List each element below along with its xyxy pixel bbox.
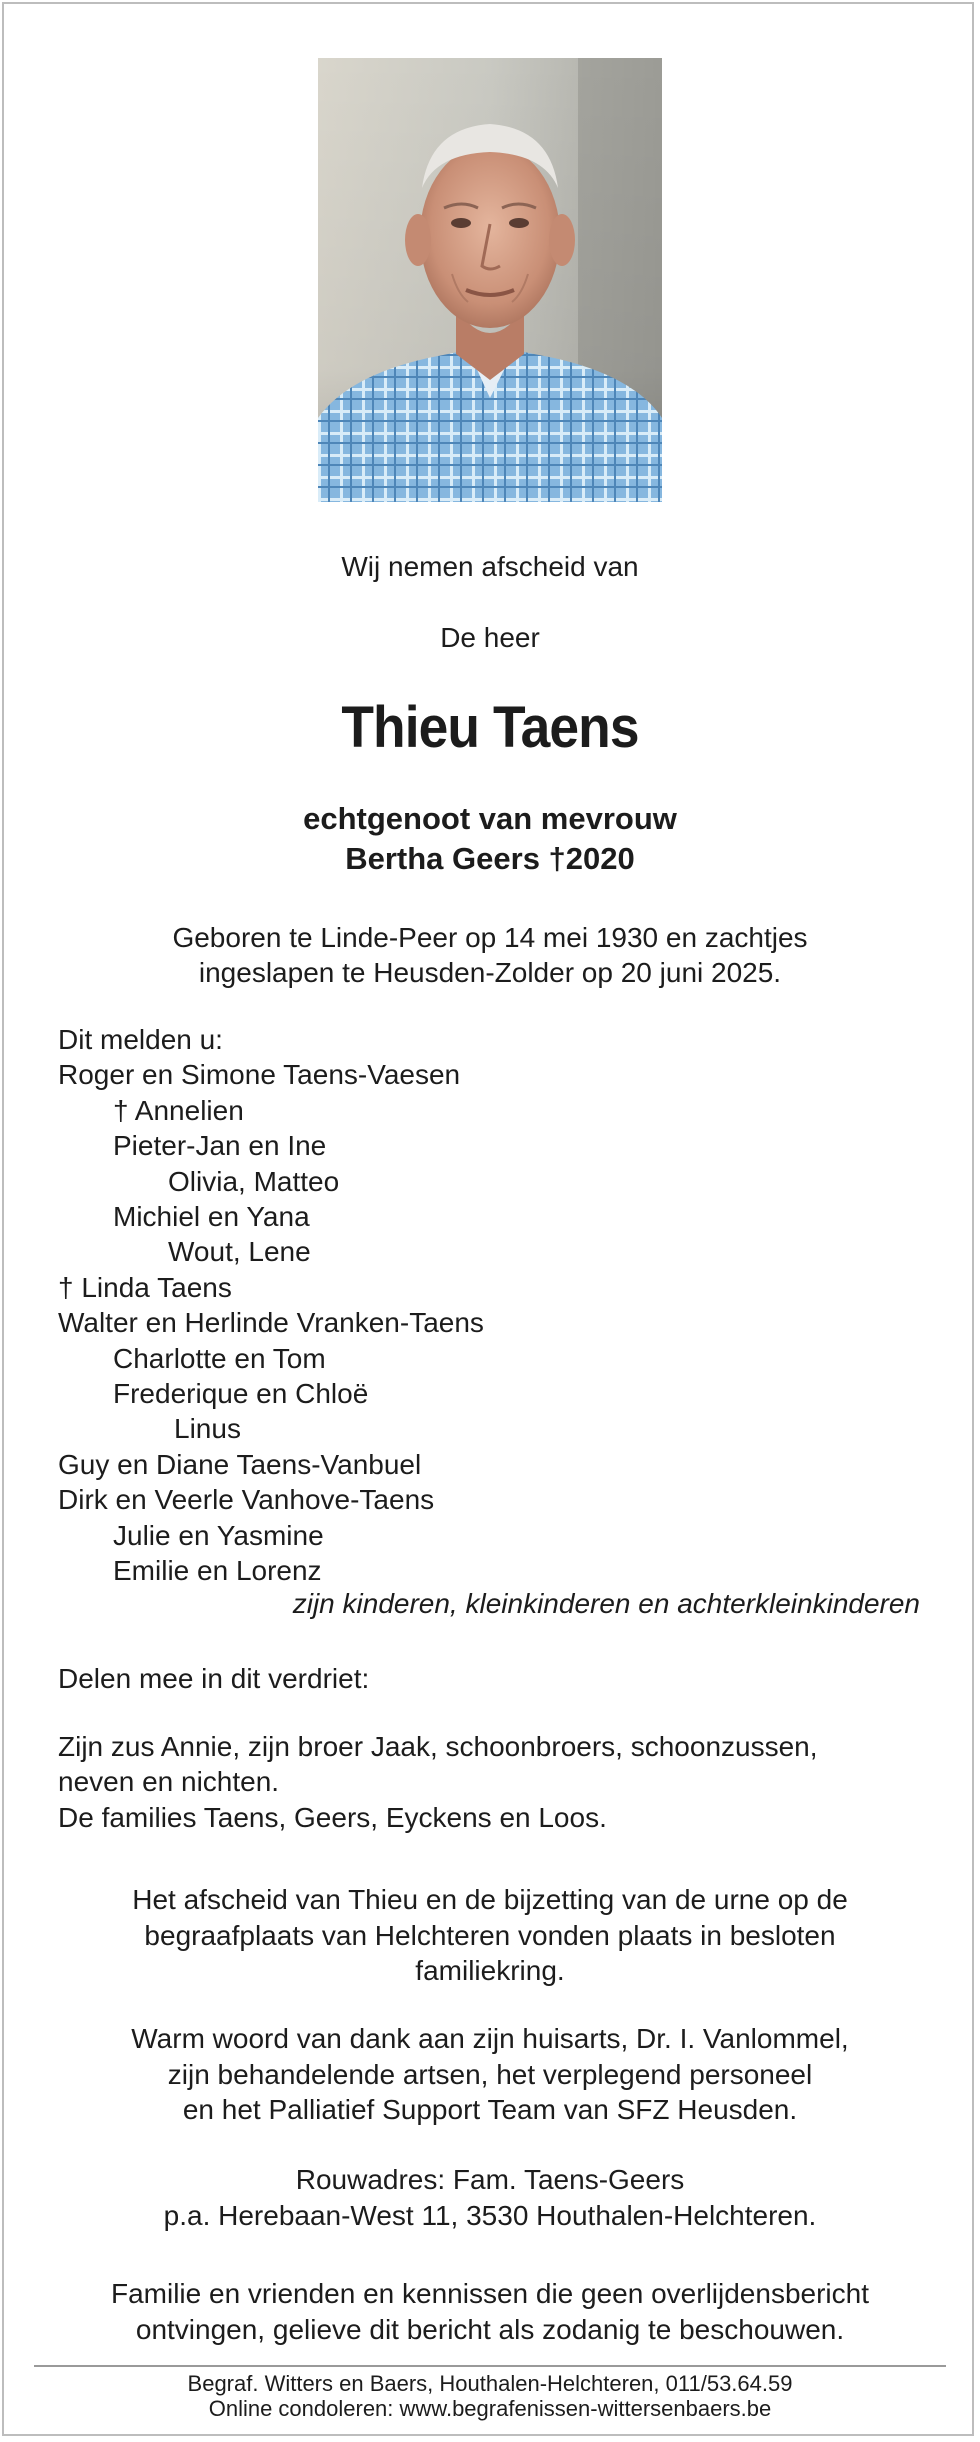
farewell-line-1: Het afscheid van Thieu en de bijzetting van de urne op de (132, 1884, 848, 1915)
family-caption: zijn kinderen, kleinkinderen en achterkleinkinderen (292, 1588, 920, 1619)
list-item: Roger en Simone Taens-Vaesen (58, 1059, 461, 1091)
farewell-paragraph (0, 1882, 980, 1989)
list-item: Julie en Yasmine (113, 1519, 324, 1551)
list-item: Olivia, Matteo (168, 1165, 340, 1197)
family-list (58, 1022, 484, 1589)
spouse-line-1: echtgenoot van mevrouw (303, 801, 677, 836)
address-block (0, 2162, 980, 2233)
grief-line-3: De families Taens, Geers, Eyckens en Loos. (58, 1801, 607, 1833)
thanks-line-3: en het Palliatief Support Team van SFZ Heusden. (182, 2094, 798, 2125)
footer-divider (34, 2365, 946, 2367)
grief-intro: Delen mee in dit verdriet: (58, 1663, 370, 1694)
list-item: Dirk en Veerle Vanhove-Taens (58, 1484, 435, 1516)
notice-line-2: ontvingen, gelieve dit bericht als zodanig te beschouwen. (135, 2313, 845, 2345)
thanks-line-1: Warm woord van dank aan zijn huisarts, Dr. I. Vanlommel, (131, 2023, 849, 2054)
family-intro: Dit melden u: (58, 1024, 223, 1055)
intro-text: Wij nemen afscheid van (341, 551, 639, 582)
spouse-line-2: Bertha Geers †2020 (345, 841, 635, 876)
farewell-line-3: familiekring. (415, 1955, 565, 1986)
footer-line-1: Begraf. Witters en Baers, Houthalen-Helchteren, 011/53.64.59 (187, 2371, 793, 2396)
list-item: Emilie en Lorenz (113, 1555, 322, 1587)
list-item: Walter en Herlinde Vranken-Taens (58, 1307, 484, 1339)
thanks-line-2: zijn behandelende artsen, het verplegend personeel (167, 2058, 813, 2090)
list-item: † Linda Taens (58, 1271, 232, 1303)
notice-line-1: Familie en vrienden en kennissen die geen overlijdensbericht (110, 2278, 869, 2309)
footer (0, 2371, 980, 2421)
grief-line-2: neven en nichten. (58, 1766, 280, 1798)
list-item: Guy en Diane Taens-Vanbuel (58, 1448, 422, 1480)
address-line-1: Rouwadres: Fam. Taens-Geers (295, 2164, 685, 2195)
list-item: Wout, Lene (168, 1236, 311, 1268)
grief-block (58, 1729, 818, 1835)
footer-website-link[interactable]: Online condoleren: www.begrafenissen-wittersenbaers.be (208, 2396, 772, 2421)
birth-line-1: Geboren te Linde-Peer op 14 mei 1930 en zachtjes (172, 922, 808, 953)
list-item: † Annelien (113, 1094, 244, 1126)
list-item: Charlotte en Tom (113, 1342, 326, 1374)
list-item: Pieter-Jan en Ine (113, 1130, 327, 1162)
salutation: De heer (440, 622, 540, 653)
farewell-line-2: begraafplaats van Helchteren vonden plaats in besloten (144, 1919, 836, 1951)
notice-paragraph (0, 2276, 980, 2347)
thanks-paragraph (0, 2021, 980, 2128)
list-item: Frederique en Chloë (113, 1378, 369, 1410)
list-item: Linus (174, 1413, 241, 1445)
address-line-2: p.a. Herebaan-West 11, 3530 Houthalen-Helchteren. (163, 2199, 817, 2231)
grief-line-1: Zijn zus Annie, zijn broer Jaak, schoonbroers, schoonzussen, (58, 1731, 818, 1762)
portrait-photo (318, 58, 662, 502)
deceased-name: Thieu Taens (341, 695, 639, 760)
birth-line-2: ingeslapen te Heusden-Zolder op 20 juni 2025. (198, 957, 782, 988)
list-item: Michiel en Yana (113, 1201, 310, 1233)
